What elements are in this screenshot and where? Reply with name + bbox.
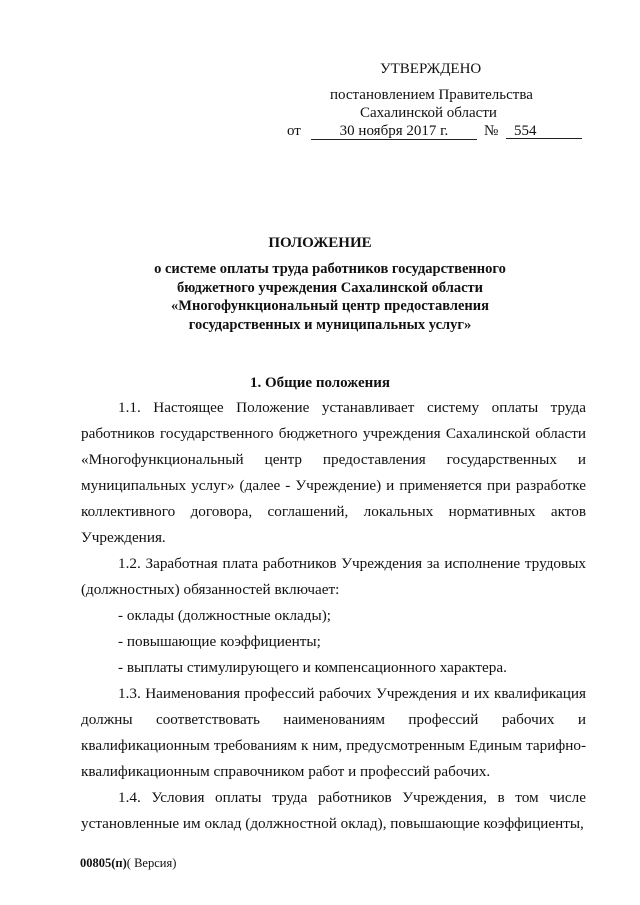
footer-code: 00805(п) [80, 856, 127, 870]
approval-date: 30 ноября 2017 г. [311, 122, 477, 140]
approval-issuer-line1: постановлением Правительства [330, 87, 533, 103]
list-item: - повышающие коэффициенты; [118, 633, 321, 650]
approval-issuer-line2: Сахалинской области [360, 105, 497, 121]
footer-version: ( Версия) [126, 856, 177, 870]
section-body [81, 395, 586, 837]
document-title: ПОЛОЖЕНИЕ [268, 235, 372, 251]
approval-from-label: от [287, 123, 301, 139]
paragraph-1-2: 1.2. Заработная плата работников Учреждения за исполнение трудовых (должностных) обязанностей включает: [81, 555, 586, 598]
approval-number: 554 [506, 122, 582, 139]
page-footer [80, 855, 176, 871]
paragraph-1-1: 1.1. Настоящее Положение устанавливает систему оплаты труда работников государственного бюджетного учреждения Сахалинской области «Многофункциональный центр предоставления государственных и муниципальных услуг» (далее - Учреждение) и применяется при разработке коллективного договора, соглашений, локальных нормативных актов Учреждения. [81, 399, 586, 546]
paragraph-1-4: 1.4. Условия оплаты труда работников Учреждения, в том числе установленные им оклад (должностной оклад), повышающие коэффициенты, [81, 789, 586, 832]
paragraph-1-3: 1.3. Наименования профессий рабочих Учреждения и их квалификация должны соответствовать наименованиям профессий рабочих и квалификационным требованиям к ним, предусмотренным Единым тарифно-квалификационным справочником работ и профессий рабочих. [81, 685, 586, 780]
document-subtitle: о системе оплаты труда работников государственного бюджетного учреждения Сахалинской области «Многофункциональный центр предоставления государственных и муниципальных услуг» [154, 261, 506, 333]
approval-title: УТВЕРЖДЕНО [380, 61, 482, 77]
approval-number-label: № [484, 123, 499, 139]
list-item: - выплаты стимулирующего и компенсационного характера. [118, 659, 507, 676]
list-item: - оклады (должностные оклады); [118, 607, 331, 624]
section-heading: 1. Общие положения [249, 375, 391, 391]
